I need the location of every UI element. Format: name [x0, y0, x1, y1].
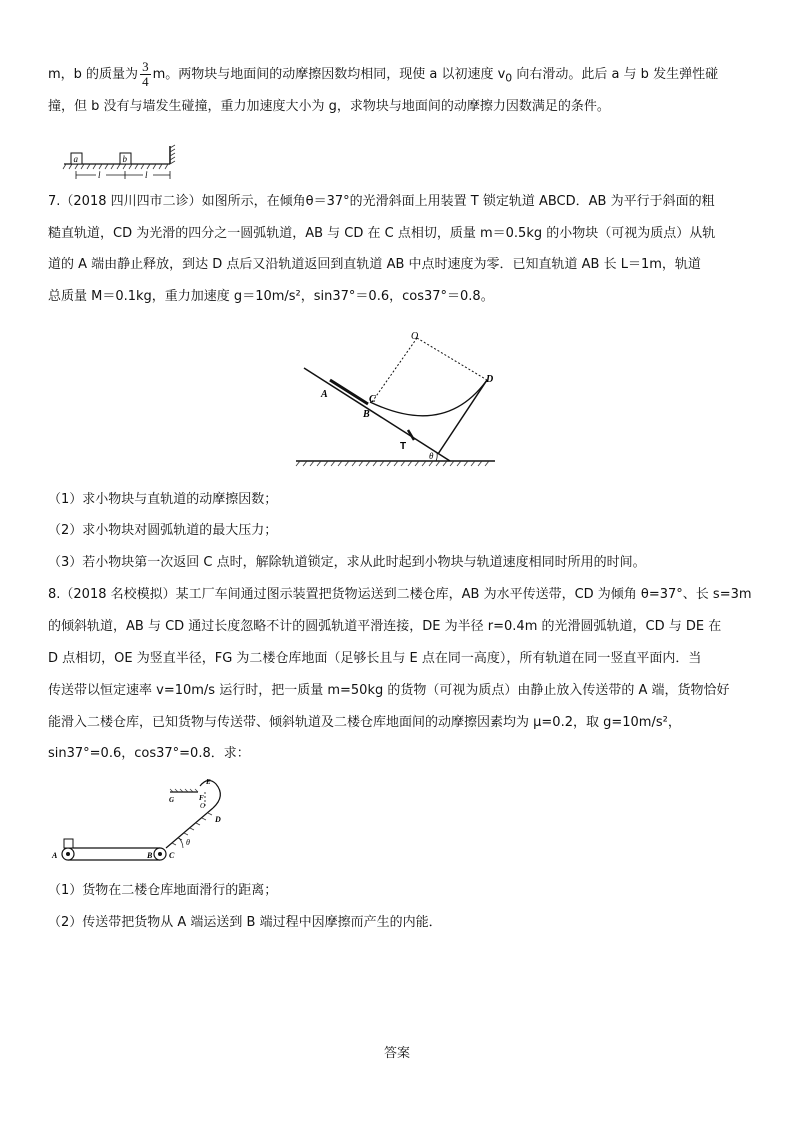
- label-d: D: [486, 374, 494, 385]
- p8-question-1: （1）货物在二楼仓库地面滑行的距离；: [48, 883, 278, 898]
- v0-subscript: 0: [505, 71, 513, 85]
- block-a-label: a: [73, 154, 78, 164]
- p8-question-2: （2）传送带把货物从 A 端运送到 B 端过程中因摩擦而产生的内能．: [48, 915, 442, 930]
- p7-line1: 7.（2018 四川四市二诊）如图所示，在倾角θ＝37°的光滑斜面上用装置 T 锁定轨道 ABCD．AB 为平行于斜面的粗: [48, 194, 715, 209]
- label-o: O: [200, 802, 206, 810]
- label-f: F: [199, 794, 204, 802]
- p6-line1: [48, 60, 718, 89]
- angle-arc: [436, 453, 437, 461]
- label-theta: θ: [186, 838, 190, 847]
- fraction-three-quarters: [140, 60, 151, 89]
- p7-question-1: （1）求小物块与直轨道的动摩擦因数；: [48, 492, 278, 507]
- straight-track-ab: [330, 380, 368, 404]
- cargo-box: [64, 839, 73, 848]
- p7-line2: 糙直轨道，CD 为光滑的四分之一圆弧轨道，AB 与 CD 在 C 点相切，质量 m＝0.5kg 的小物块（可视为质点）从轨: [48, 226, 716, 241]
- p6-line2: 撞，但 b 没有与墙发生碰撞，重力加速度大小为 g，求物块与地面间的动摩擦力因数满足的条件。: [48, 99, 610, 114]
- incline-surface: [304, 368, 450, 461]
- label-b: B: [147, 851, 153, 860]
- label-g: G: [169, 796, 175, 804]
- p8-line5: 能滑入二楼仓库，已知货物与传送带、倾斜轨道及二楼仓库地面间的动摩擦因素均为 μ=0.2，取 g=10m/s²，: [48, 715, 681, 730]
- p7-line3: 道的 A 端由静止释放，到达 D 点后又沿轨道返回到直轨道 AB 中点时速度为零．已知直轨道 AB 长 L＝1m，轨道: [48, 257, 701, 272]
- dist1-label: l: [98, 170, 101, 180]
- label-o: O: [411, 331, 419, 342]
- p7-line4: 总质量 M＝0.1kg，重力加速度 g＝10m/s²，sin37°＝0.6，cos37°＝0.8。: [48, 289, 494, 304]
- label-t: T: [400, 441, 407, 452]
- label-a: A: [321, 389, 328, 400]
- arc-track-cd: [370, 380, 487, 416]
- radius-od: [417, 338, 487, 380]
- ground-hatch: [63, 164, 168, 169]
- block-b-label: b: [122, 154, 127, 164]
- track-support: [438, 380, 487, 454]
- label-theta: θ: [429, 451, 434, 461]
- frac-numerator: 3: [142, 59, 149, 74]
- p7-question-2: （2）求小物块对圆弧轨道的最大压力；: [48, 523, 278, 538]
- radius-oc: [372, 338, 417, 402]
- p8-line1: 8.（2018 名校模拟）某工厂车间通过图示装置把货物运送到二楼仓库，AB 为水平传送带，CD 为倾角 θ=37°、长 s=3m: [48, 587, 752, 602]
- p8-line4: 传送带以恒定速率 v=10m/s 运行时，把一质量 m=50kg 的货物（可视为质点）由静止放入传送带的 A 端，货物恰好: [48, 683, 730, 698]
- p6-line1-b: m。两物块与地面间的动摩擦因数均相同，现使 a 以初速度 v: [152, 67, 506, 82]
- label-e: E: [206, 778, 211, 786]
- label-b: B: [363, 409, 370, 420]
- p6-line1-c: 向右滑动。此后 a 与 b 发生弹性碰: [512, 67, 719, 82]
- label-a: A: [52, 851, 58, 860]
- label-d: D: [215, 815, 221, 824]
- label-c: C: [369, 394, 376, 405]
- answer-heading: 答案: [383, 1046, 410, 1061]
- p8-figure: [48, 778, 238, 868]
- label-c: C: [169, 851, 175, 860]
- p8-line2: 的倾斜轨道，AB 与 CD 通过长度忽略不计的圆弧轨道平滑连接，DE 为半径 r=0.4m 的光滑圆弧轨道，CD 与 DE 在: [48, 619, 722, 634]
- p7-question-3: （3）若小物块第一次返回 C 点时，解除轨道锁定，求从此时起到小物块与轨道速度相同时所用的时间。: [48, 555, 646, 570]
- p8-line6: sin37°=0.6，cos37°=0.8．求：: [48, 746, 250, 761]
- p6-line1-a: m，b 的质量为: [48, 67, 139, 82]
- p6-figure: [58, 142, 182, 182]
- p8-line3: D 点相切，OE 为竖直半径，FG 为二楼仓库地面（足够长且与 E 点在同一高度），所有轨道在同一竖直平面内．当: [48, 651, 702, 666]
- p7-figure: [290, 318, 500, 468]
- dist2-label: l: [145, 170, 148, 180]
- incline-hatch: [172, 813, 212, 845]
- frac-denominator: 4: [142, 74, 149, 89]
